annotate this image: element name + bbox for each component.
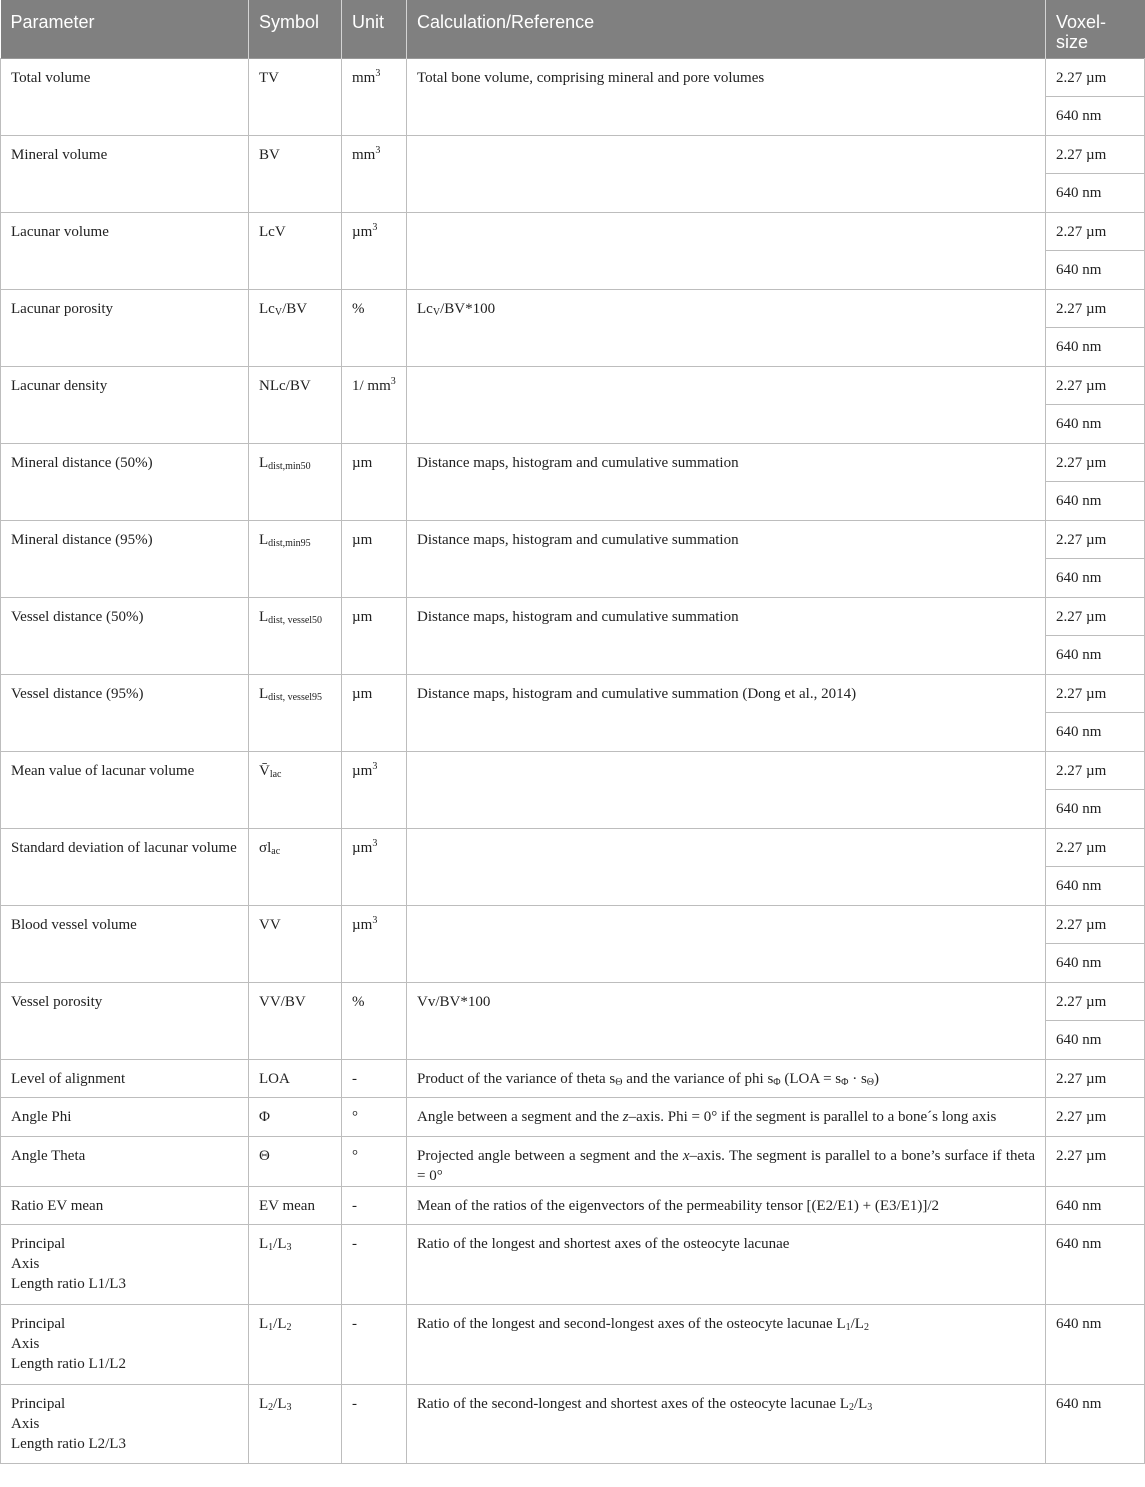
- cell-voxel: 640 nm: [1046, 867, 1145, 906]
- cell-calculation: Ratio of the longest and second-longest axes of the osteocyte lacunae $L_1/L_2$: [407, 1305, 1046, 1385]
- cell-symbol: LcV: [249, 212, 342, 289]
- cell-unit: µm$^3$: [342, 828, 407, 905]
- table-row: [1, 366, 1145, 405]
- header-parameter: Parameter: [1, 0, 249, 58]
- cell-unit: -: [342, 1385, 407, 1464]
- table-row: [1, 982, 1145, 1021]
- cell-voxel: 640 nm: [1046, 559, 1145, 598]
- cell-voxel: 2.27 µm: [1046, 289, 1145, 328]
- cell-voxel: 2.27 µm: [1046, 597, 1145, 636]
- table-row: [1, 289, 1145, 328]
- cell-parameter: Principal Axis Length ratio L1/L2: [1, 1305, 249, 1385]
- header-row: [1, 0, 1145, 58]
- cell-calculation: [407, 905, 1046, 982]
- cell-parameter: Principal Axis Length ratio L1/L3: [1, 1225, 249, 1305]
- cell-calculation: Product of the variance of theta $s_\Theta$ and the variance of phi $s_\Phi$ $(LOA = s_\Phi \cdot s_\Theta)$: [407, 1059, 1046, 1098]
- cell-voxel: 2.27 µm: [1046, 1098, 1145, 1137]
- cell-unit: %: [342, 982, 407, 1059]
- cell-parameter: Angle Theta: [1, 1136, 249, 1186]
- cell-parameter: Mineral distance (95%): [1, 520, 249, 597]
- table-row: [1, 1136, 1145, 1186]
- cell-voxel: 640 nm: [1046, 1186, 1145, 1225]
- table-row: [1, 828, 1145, 867]
- cell-voxel: 640 nm: [1046, 1305, 1145, 1385]
- cell-voxel: 640 nm: [1046, 174, 1145, 213]
- cell-parameter: Mean value of lacunar volume: [1, 751, 249, 828]
- cell-parameter: Total volume: [1, 58, 249, 135]
- cell-symbol: NLc/BV: [249, 366, 342, 443]
- cell-calculation: [407, 366, 1046, 443]
- cell-voxel: 2.27 µm: [1046, 212, 1145, 251]
- cell-parameter: Mineral distance (50%): [1, 443, 249, 520]
- cell-symbol: VV: [249, 905, 342, 982]
- cell-voxel: 640 nm: [1046, 713, 1145, 752]
- cell-unit: %: [342, 289, 407, 366]
- table-row: [1, 1305, 1145, 1385]
- table-row: [1, 1225, 1145, 1305]
- cell-symbol: $L_1/L_2$: [249, 1305, 342, 1385]
- cell-symbol: $L_2/L_3$: [249, 1385, 342, 1464]
- cell-calculation: Distance maps, histogram and cumulative summation: [407, 597, 1046, 674]
- cell-unit: -: [342, 1305, 407, 1385]
- cell-parameter: Mineral volume: [1, 135, 249, 212]
- cell-voxel: 640 nm: [1046, 1021, 1145, 1060]
- cell-voxel: 640 nm: [1046, 790, 1145, 829]
- header-calculation: Calculation/Reference: [407, 0, 1046, 58]
- cell-voxel: 2.27 µm: [1046, 366, 1145, 405]
- cell-symbol: Θ: [249, 1136, 342, 1186]
- cell-voxel: 2.27 µm: [1046, 1059, 1145, 1098]
- cell-voxel: 2.27 µm: [1046, 905, 1145, 944]
- cell-voxel: 640 nm: [1046, 482, 1145, 521]
- cell-unit: $mm^3$: [342, 58, 407, 135]
- cell-unit: -: [342, 1059, 407, 1098]
- cell-parameter: Vessel distance (95%): [1, 674, 249, 751]
- cell-unit: µm: [342, 443, 407, 520]
- cell-voxel: 2.27 µm: [1046, 58, 1145, 97]
- cell-voxel: 2.27 µm: [1046, 751, 1145, 790]
- cell-parameter: Angle Phi: [1, 1098, 249, 1137]
- cell-unit: µm: [342, 597, 407, 674]
- cell-voxel: 2.27 µm: [1046, 674, 1145, 713]
- cell-symbol: $\sigma l_{ac}$: [249, 828, 342, 905]
- cell-unit: -: [342, 1225, 407, 1305]
- table-row: [1, 1098, 1145, 1137]
- cell-symbol: $L_{dist, vessel50}$: [249, 597, 342, 674]
- cell-calculation: Vv/BV*100: [407, 982, 1046, 1059]
- cell-unit: -: [342, 1186, 407, 1225]
- cell-calculation: Angle between a segment and the z–axis. Phi = 0° if the segment is parallel to a bone´s long axis: [407, 1098, 1046, 1137]
- header-voxel-size: Voxel-size: [1046, 0, 1145, 58]
- table-row: [1, 1385, 1145, 1464]
- cell-calculation: [407, 135, 1046, 212]
- table-row: [1, 443, 1145, 482]
- cell-unit: 1/ $mm^3$: [342, 366, 407, 443]
- cell-unit: °: [342, 1098, 407, 1137]
- cell-parameter: Ratio EV mean: [1, 1186, 249, 1225]
- cell-calculation: Distance maps, histogram and cumulative summation: [407, 520, 1046, 597]
- cell-calculation: [407, 751, 1046, 828]
- cell-parameter: Lacunar porosity: [1, 289, 249, 366]
- cell-voxel: 2.27 µm: [1046, 828, 1145, 867]
- table-row: [1, 597, 1145, 636]
- cell-parameter: Lacunar density: [1, 366, 249, 443]
- cell-unit: µm$^3$: [342, 212, 407, 289]
- cell-calculation: Projected angle between a segment and the x–axis. The segment is parallel to a bone’s surface if theta = 0°: [407, 1136, 1046, 1186]
- cell-parameter: Lacunar volume: [1, 212, 249, 289]
- cell-parameter: Level of alignment: [1, 1059, 249, 1098]
- table-row: [1, 751, 1145, 790]
- cell-calculation: Mean of the ratios of the eigenvectors of the permeability tensor [(E2/E1) + (E3/E1)]/2: [407, 1186, 1046, 1225]
- cell-voxel: 640 nm: [1046, 1225, 1145, 1305]
- cell-voxel: 640 nm: [1046, 944, 1145, 983]
- cell-voxel: 2.27 µm: [1046, 982, 1145, 1021]
- cell-symbol: $L_{dist,min50}$: [249, 443, 342, 520]
- cell-parameter: Principal Axis Length ratio L2/L3: [1, 1385, 249, 1464]
- cell-voxel: 2.27 µm: [1046, 443, 1145, 482]
- header-symbol: Symbol: [249, 0, 342, 58]
- cell-symbol: TV: [249, 58, 342, 135]
- cell-symbol: VV/BV: [249, 982, 342, 1059]
- cell-symbol: $L_{dist, vessel95}$: [249, 674, 342, 751]
- cell-unit: $mm^3$: [342, 135, 407, 212]
- table-row: [1, 1059, 1145, 1098]
- cell-parameter: Vessel distance (50%): [1, 597, 249, 674]
- cell-calculation: Distance maps, histogram and cumulative summation: [407, 443, 1046, 520]
- cell-calculation: Total bone volume, comprising mineral and pore volumes: [407, 58, 1046, 135]
- cell-voxel: 2.27 µm: [1046, 1136, 1145, 1186]
- cell-parameter: Standard deviation of lacunar volume: [1, 828, 249, 905]
- cell-voxel: 640 nm: [1046, 636, 1145, 675]
- cell-unit: µm$^3$: [342, 905, 407, 982]
- table-row: [1, 135, 1145, 174]
- cell-symbol: $L_{dist,min95}$: [249, 520, 342, 597]
- cell-voxel: 640 nm: [1046, 97, 1145, 136]
- cell-calculation: [407, 828, 1046, 905]
- cell-symbol: LOA: [249, 1059, 342, 1098]
- table-row: [1, 674, 1145, 713]
- cell-calculation: Ratio of the longest and shortest axes of the osteocyte lacunae: [407, 1225, 1046, 1305]
- table-row: [1, 212, 1145, 251]
- cell-symbol: $V̄_{lac}$: [249, 751, 342, 828]
- cell-unit: µm: [342, 520, 407, 597]
- cell-parameter: Vessel porosity: [1, 982, 249, 1059]
- header-unit: Unit: [342, 0, 407, 58]
- cell-voxel: 640 nm: [1046, 1385, 1145, 1464]
- table-row: [1, 520, 1145, 559]
- cell-symbol: BV: [249, 135, 342, 212]
- cell-symbol: Φ: [249, 1098, 342, 1137]
- cell-unit: °: [342, 1136, 407, 1186]
- cell-calculation: [407, 212, 1046, 289]
- cell-voxel: 640 nm: [1046, 328, 1145, 367]
- cell-voxel: 2.27 µm: [1046, 520, 1145, 559]
- cell-calculation: $Lc_V/BV*100$: [407, 289, 1046, 366]
- cell-unit: µm: [342, 674, 407, 751]
- table-row: [1, 905, 1145, 944]
- cell-calculation: Ratio of the second-longest and shortest axes of the osteocyte lacunae $L_2/L_3$: [407, 1385, 1046, 1464]
- cell-calculation: Distance maps, histogram and cumulative summation (Dong et al., 2014): [407, 674, 1046, 751]
- cell-voxel: 2.27 µm: [1046, 135, 1145, 174]
- cell-symbol: EV mean: [249, 1186, 342, 1225]
- cell-voxel: 640 nm: [1046, 405, 1145, 444]
- table-row: [1, 1186, 1145, 1225]
- cell-parameter: Blood vessel volume: [1, 905, 249, 982]
- cell-symbol: $Lc_V/BV$: [249, 289, 342, 366]
- cell-symbol: $L_1/L_3$: [249, 1225, 342, 1305]
- cell-voxel: 640 nm: [1046, 251, 1145, 290]
- table-row: [1, 58, 1145, 97]
- cell-unit: µm$^3$: [342, 751, 407, 828]
